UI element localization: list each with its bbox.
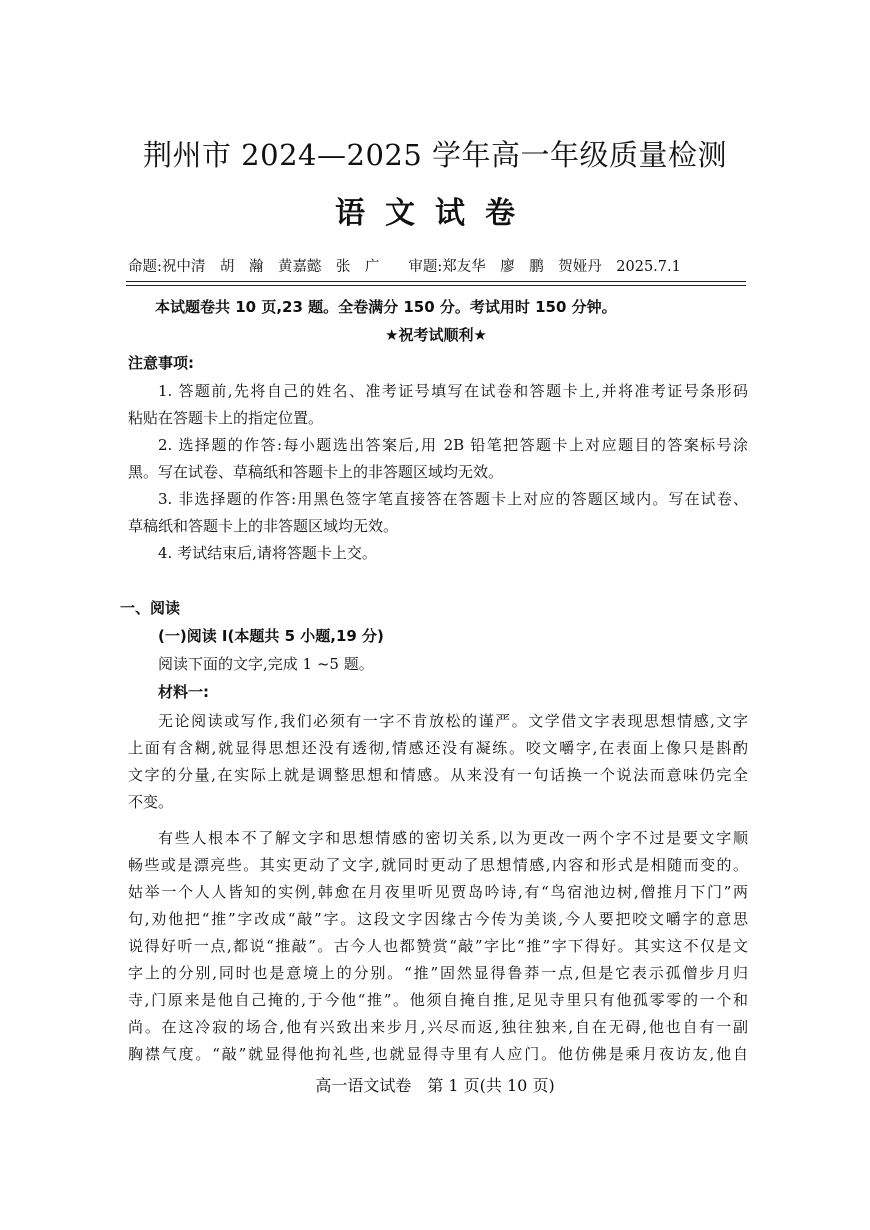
passage-line: 不变。	[128, 793, 174, 811]
notes-heading: 注意事项:	[128, 354, 194, 372]
note-line: 4. 考试结束后,请将答题卡上交。	[158, 544, 377, 562]
subject-title: 语文试卷	[335, 196, 535, 231]
passage-line: 有些人根本不了解文字和思想情感的密切关系,以为更改一两个字不过是要文字顺	[158, 829, 748, 847]
note-line: 粘贴在答题卡上的指定位置。	[128, 409, 324, 427]
passage-line: 句,劝他把“推”字改成“敲”字。这段文字因缘古今传为美谈,今人要把咬文嚼字的意思	[128, 910, 748, 928]
passage-line: 上面有含糊,就显得思想还没有透彻,情感还没有凝练。咬文嚼字,在表面上像只是斟酌	[128, 739, 748, 757]
section-heading: 一、阅读	[120, 599, 181, 617]
page-footer: 高一语文试卷 第 1 页(共 10 页)	[315, 1076, 555, 1095]
passage-line: 无论阅读或写作,我们必须有一字不肯放松的谨严。文学借文字表现思想情感,文字	[158, 712, 748, 730]
passage-line: 文字的分量,在实际上就是调整思想和情感。从来没有一句话换一个说法而意味仍完全	[128, 766, 748, 784]
note-line: 黑。写在试卷、草稿纸和答题卡上的非答题区域均无效。	[128, 463, 504, 481]
good-luck-banner: ★祝考试顺利★	[385, 326, 487, 344]
exam-info: 本试题卷共 10 页,23 题。全卷满分 150 分。考试用时 150 分钟。	[155, 298, 617, 316]
passage-line: 尚。在这冷寂的场合,他有兴致出来步月,兴尽而返,独往独来,自在无碍,他也自有一副	[128, 1018, 748, 1036]
note-line: 3. 非选择题的作答:用黑色签字笔直接答在答题卡上对应的答题区域内。写在试卷、	[158, 490, 748, 508]
exam-title: 荆州市 2024—2025 学年高一年级质量检测	[142, 138, 728, 172]
credits-line: 命题:祝中清 胡 瀚 黄嘉懿 张 广 审题:郑友华 廖 鹏 贺娅丹 2025.7.1	[128, 259, 681, 275]
passage-line: 姑举一个人人皆知的实例,韩愈在月夜里听见贾岛吟诗,有“鸟宿池边树,僧推月下门”两	[128, 883, 748, 901]
passage-line: 说得好听一点,都说“推敲”。古今人也都赞赏“敲”字比“推”字下得好。其实这不仅是文	[128, 937, 748, 955]
passage-line: 胸襟气度。“敲”就显得他拘礼些,也就显得寺里有人应门。他仿佛是乘月夜访友,他自	[128, 1045, 748, 1063]
note-line: 2. 选择题的作答:每小题选出答案后,用 2B 铅笔把答题卡上对应题目的答案标号涂	[158, 436, 748, 454]
header-rule-top	[126, 281, 746, 282]
instruction-text: 阅读下面的文字,完成 1 ~5 题。	[158, 655, 374, 673]
passage-line: 寺,门原来是他自己掩的,于今他“推”。他须自掩自推,足见寺里只有他孤零零的一个和	[128, 991, 748, 1009]
passage-line: 字上的分别,同时也是意境上的分别。“推”固然显得鲁莽一点,但是它表示孤僧步月归	[128, 964, 748, 982]
header-rule-bottom	[126, 285, 746, 286]
material-label: 材料一:	[158, 683, 209, 701]
note-line: 草稿纸和答题卡上的非答题区域均无效。	[128, 517, 399, 535]
note-line: 1. 答题前,先将自己的姓名、准考证号填写在试卷和答题卡上,并将准考证号条形码	[158, 382, 748, 400]
passage-line: 畅些或是漂亮些。其实更动了文字,就同时更动了思想情感,内容和形式是相随而变的。	[128, 856, 748, 874]
part-heading: (一)阅读 I(本题共 5 小题,19 分)	[158, 627, 384, 645]
